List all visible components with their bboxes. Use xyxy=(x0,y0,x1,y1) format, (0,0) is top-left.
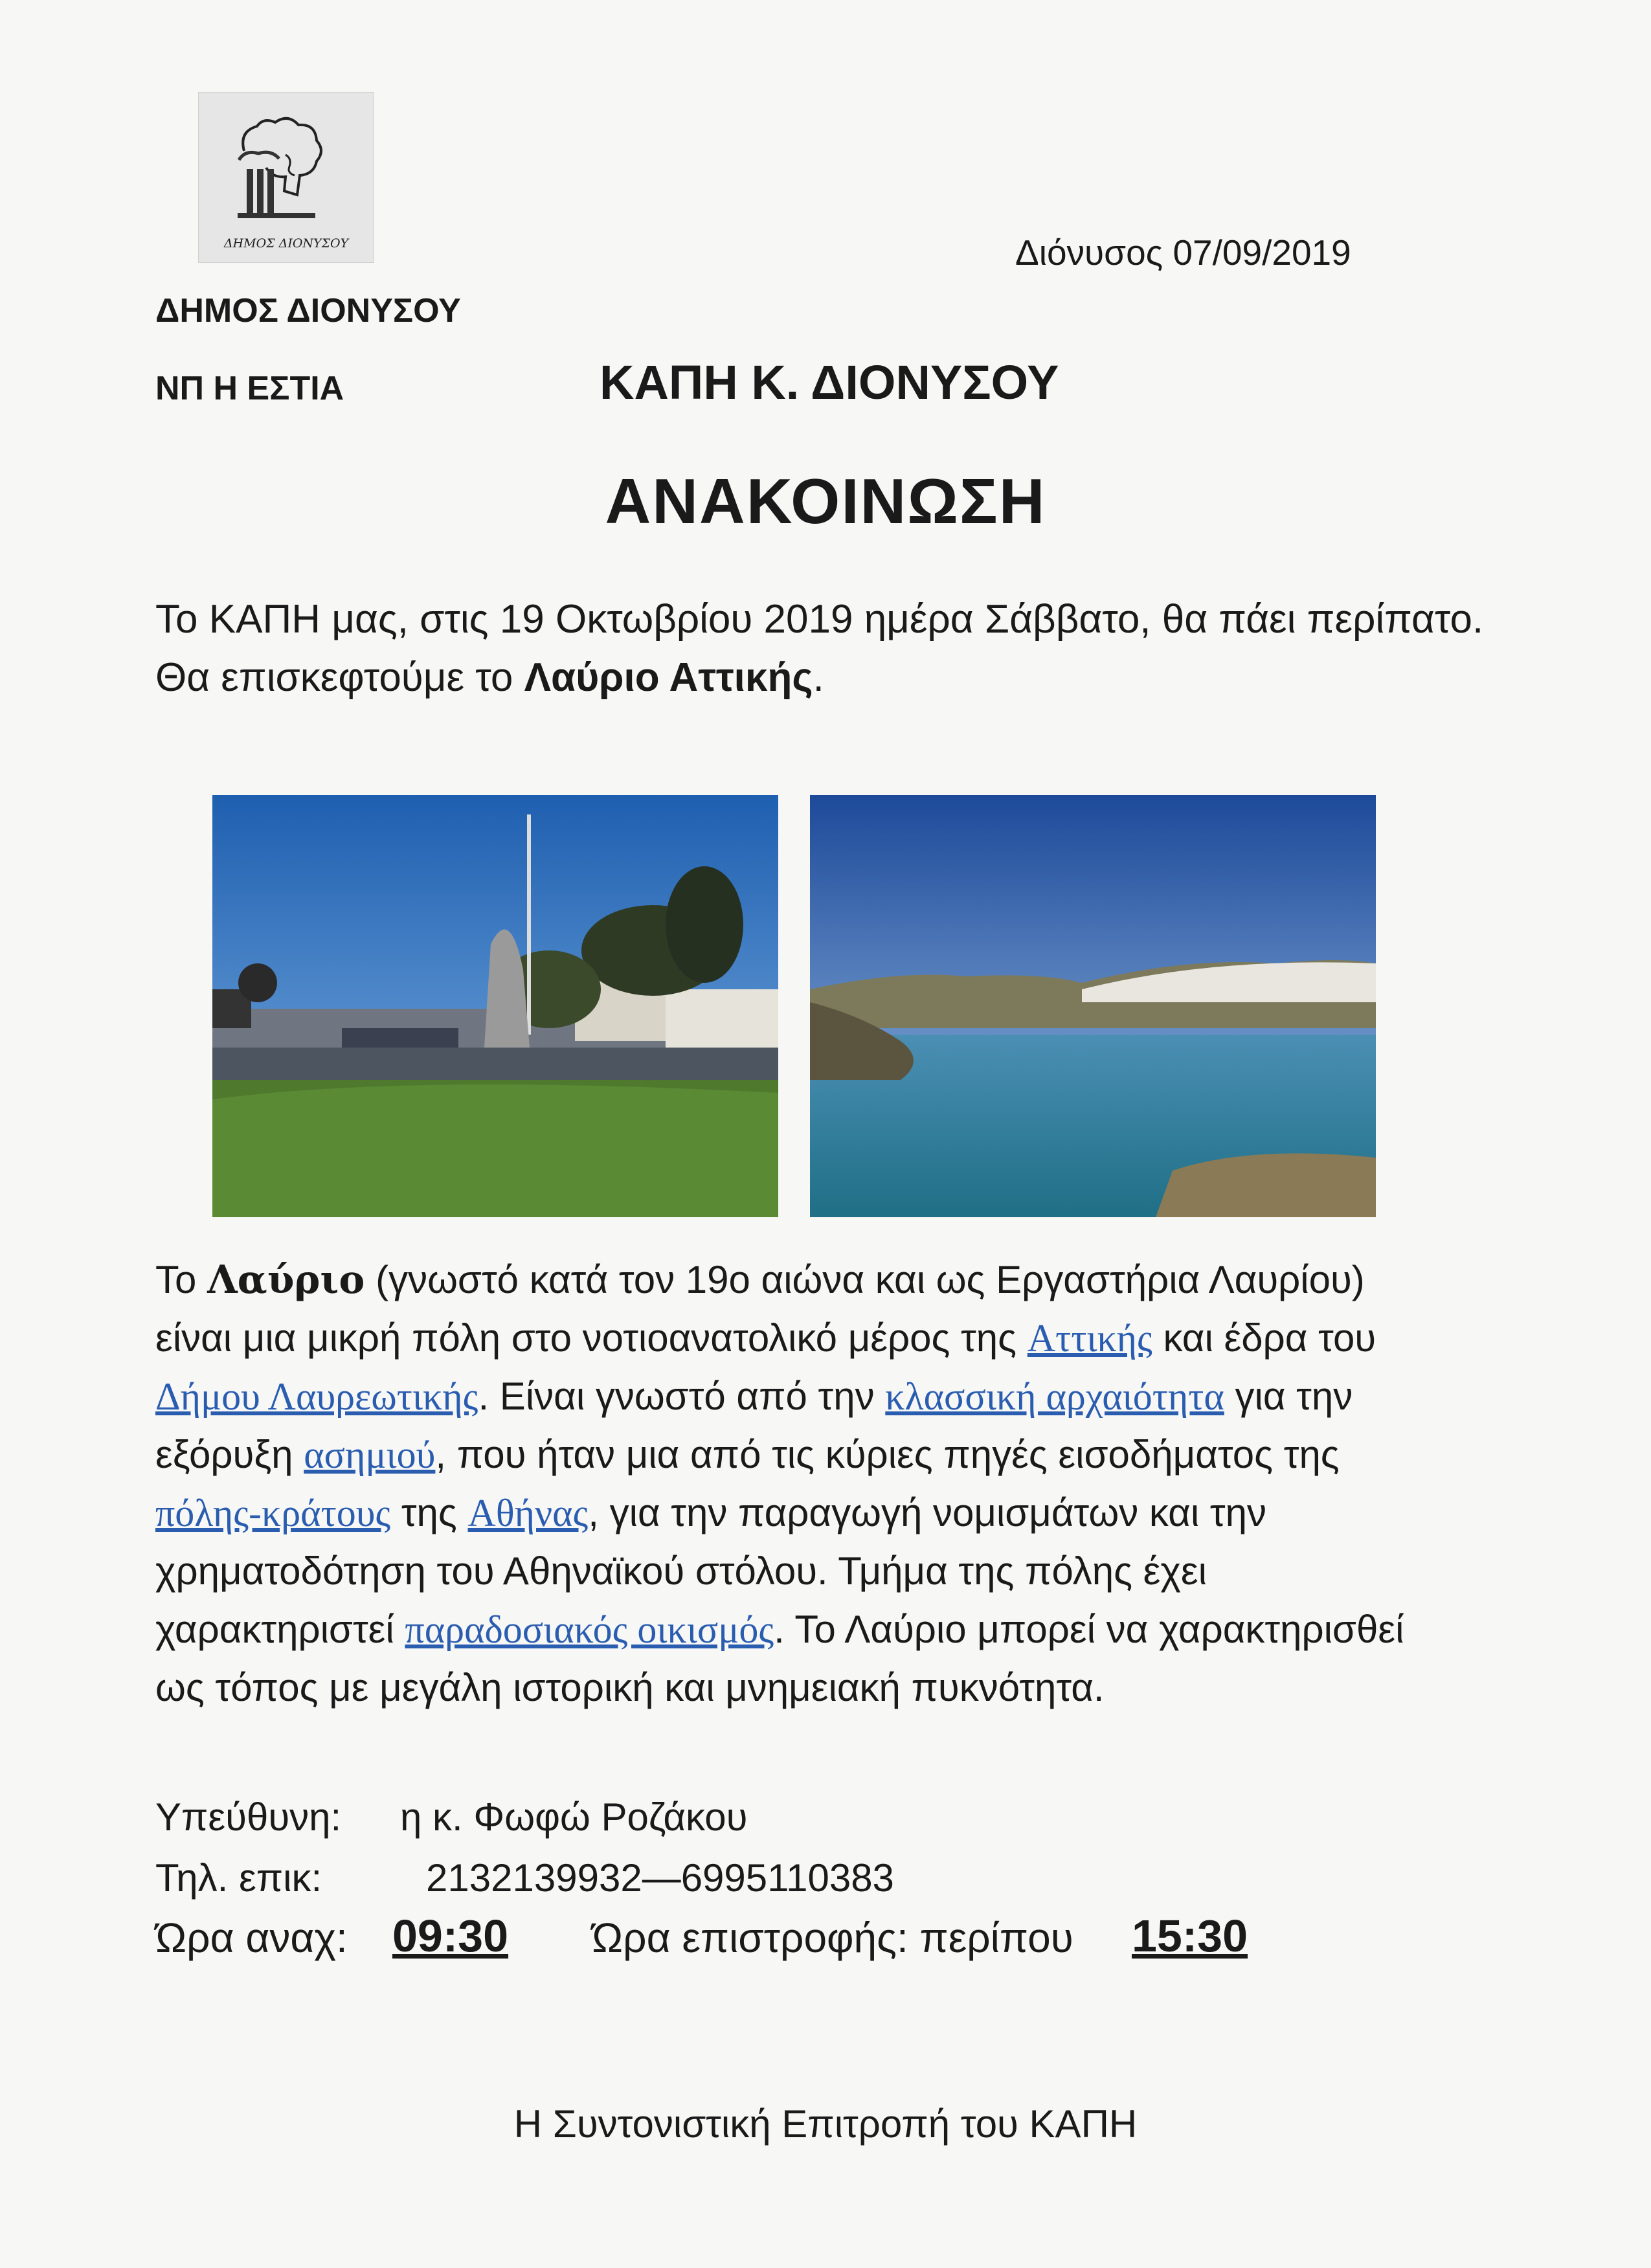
municipality-logo xyxy=(198,92,374,263)
page-title: ΑΝΑΚΟΙΝΩΣΗ xyxy=(605,466,1046,537)
responsible-row xyxy=(155,1795,748,1839)
time-row xyxy=(155,1911,1248,1962)
link-city-state[interactable]: πόλης-κράτους xyxy=(155,1492,391,1534)
harbor-photo xyxy=(212,795,778,1217)
column-head-emblem xyxy=(199,93,374,235)
link-silver[interactable]: ασημιού xyxy=(304,1433,436,1476)
return-time: 15:30 xyxy=(1132,1911,1248,1961)
description-paragraph: Το Λαύριο (γνωστό κατά τον 19ο αιώνα και ως Εργαστήρια Λαυρίου) είναι μια μικρή πόλη στο νοτιοανατολικό μέρος της Αττικής και έδρα του Δήμου Λαυρεωτικής. Είναι γνωστό από την κλασσική αρχαιότητα για την εξόρυξη ασημιού, που ήταν μια από τις κύριες πηγές εισοδήματος της πόλης-κράτους της Αθήνας, για την παραγωγή νομισμάτων και την χρηματοδότηση του Αθηναϊκού στόλου. Τμήμα της πόλης έχει χαρακτηριστεί παραδοσιακός οικισμός. Το Λαύριο μπορεί να χαρακτηρισθεί ως τόπος με μεγάλη ιστορική και μνημειακή πυκνότητα. xyxy=(155,1257,1404,1709)
logo-caption: ΔΗΜΟΣ ΔΙΟΝΥΣΟΥ xyxy=(223,236,349,251)
link-lavreotiki-municipality[interactable]: Δήμου Λαυρεωτικής xyxy=(155,1375,478,1418)
link-traditional-settlement[interactable]: παραδοσιακός οικισμός xyxy=(405,1608,774,1651)
bay-photo xyxy=(810,795,1376,1217)
departure-time: 09:30 xyxy=(392,1911,509,1961)
intro-line-1: Το ΚΑΠΗ μας, στις 19 Οκτωβρίου 2019 ημέρα Σάββατο, θα πάει περίπατο. xyxy=(155,597,1484,642)
center-name: ΚΑΠΗ Κ. ΔΙΟΝΥΣΟΥ xyxy=(600,355,1059,409)
departure-label: Ώρα αναχ: xyxy=(155,1914,348,1961)
lavrio-bold: Λαύριο xyxy=(207,1257,365,1303)
intro-line-2: Θα επισκεφτούμε το Λαύριο Αττικής. xyxy=(155,655,824,700)
link-attica[interactable]: Αττικής xyxy=(1027,1317,1152,1360)
intro-text xyxy=(155,590,1489,707)
responsible-value: η κ. Φωφώ Ροζάκου xyxy=(400,1795,748,1839)
responsible-label: Υπεύθυνη: xyxy=(155,1795,342,1839)
document-date: Διόνυσος 07/09/2019 xyxy=(1015,232,1351,273)
municipality-name: ΔΗΜΟΣ ΔΙΟΝΥΣΟΥ xyxy=(155,292,461,330)
link-athens[interactable]: Αθήνας xyxy=(467,1492,589,1534)
phone-label: Τηλ. επικ: xyxy=(155,1856,322,1900)
phone-row xyxy=(155,1856,894,1900)
link-classical-antiquity[interactable]: κλασσική αρχαιότητα xyxy=(885,1375,1224,1418)
phone-value: 2132139932—6995110383 xyxy=(426,1856,894,1900)
return-label: Ώρα επιστροφής: περίπου xyxy=(592,1914,1073,1961)
entity-name: ΝΠ Η ΕΣΤΙΑ xyxy=(155,370,344,407)
signature: Η Συντονιστική Επιτροπή του ΚΑΠΗ xyxy=(513,2102,1138,2146)
destination-name: Λαύριο Αττικής xyxy=(524,655,813,700)
